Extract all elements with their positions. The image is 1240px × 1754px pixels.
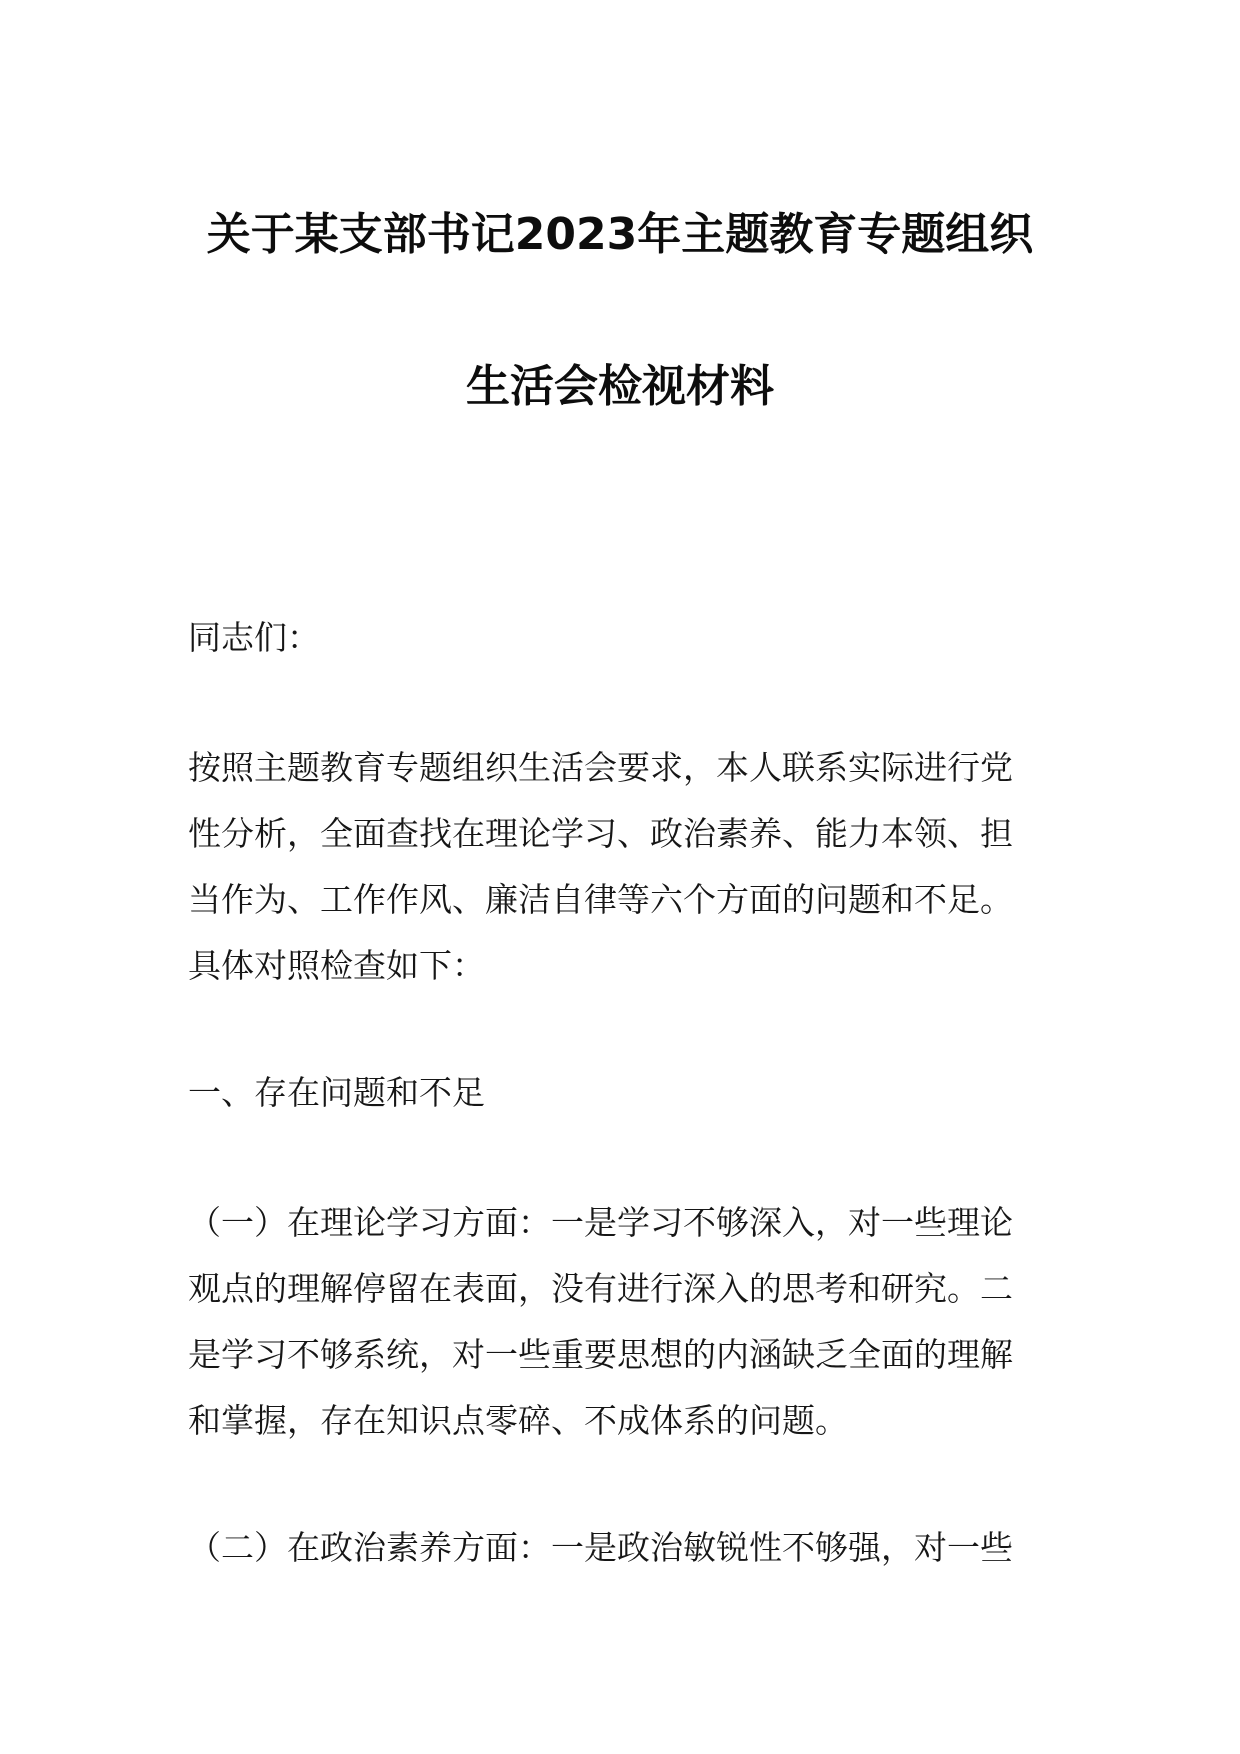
paragraph-line: 观点的理解停留在表面，没有进行深入的思考和研究。二	[188, 1269, 1013, 1308]
paragraph-line: 是学习不够系统，对一些重要思想的内涵缺乏全面的理解	[188, 1335, 1013, 1374]
salutation: 同志们：	[188, 618, 320, 657]
intro-line: 按照主题教育专题组织生活会要求，本人联系实际进行党	[188, 748, 1013, 787]
intro-paragraph	[188, 735, 1068, 999]
document-title-line-2: 生活会检视材料	[466, 361, 774, 412]
paragraph-line: 和掌握，存在知识点零碎、不成体系的问题。	[188, 1401, 848, 1440]
paragraph-line: （二）在政治素养方面：一是政治敏锐性不够强，对一些	[188, 1528, 1013, 1567]
intro-line: 具体对照检查如下：	[188, 946, 485, 985]
intro-line: 当作为、工作作风、廉洁自律等六个方面的问题和不足。	[188, 880, 1013, 919]
paragraph-line: （一）在理论学习方面：一是学习不够深入，对一些理论	[188, 1203, 1013, 1242]
political-quality-paragraph	[188, 1515, 1068, 1581]
section-heading: 一、存在问题和不足	[188, 1073, 485, 1112]
document-title-line-1: 关于某支部书记2023年主题教育专题组织	[206, 209, 1034, 260]
theory-study-paragraph	[188, 1190, 1068, 1454]
intro-line: 性分析，全面查找在理论学习、政治素养、能力本领、担	[188, 814, 1013, 853]
